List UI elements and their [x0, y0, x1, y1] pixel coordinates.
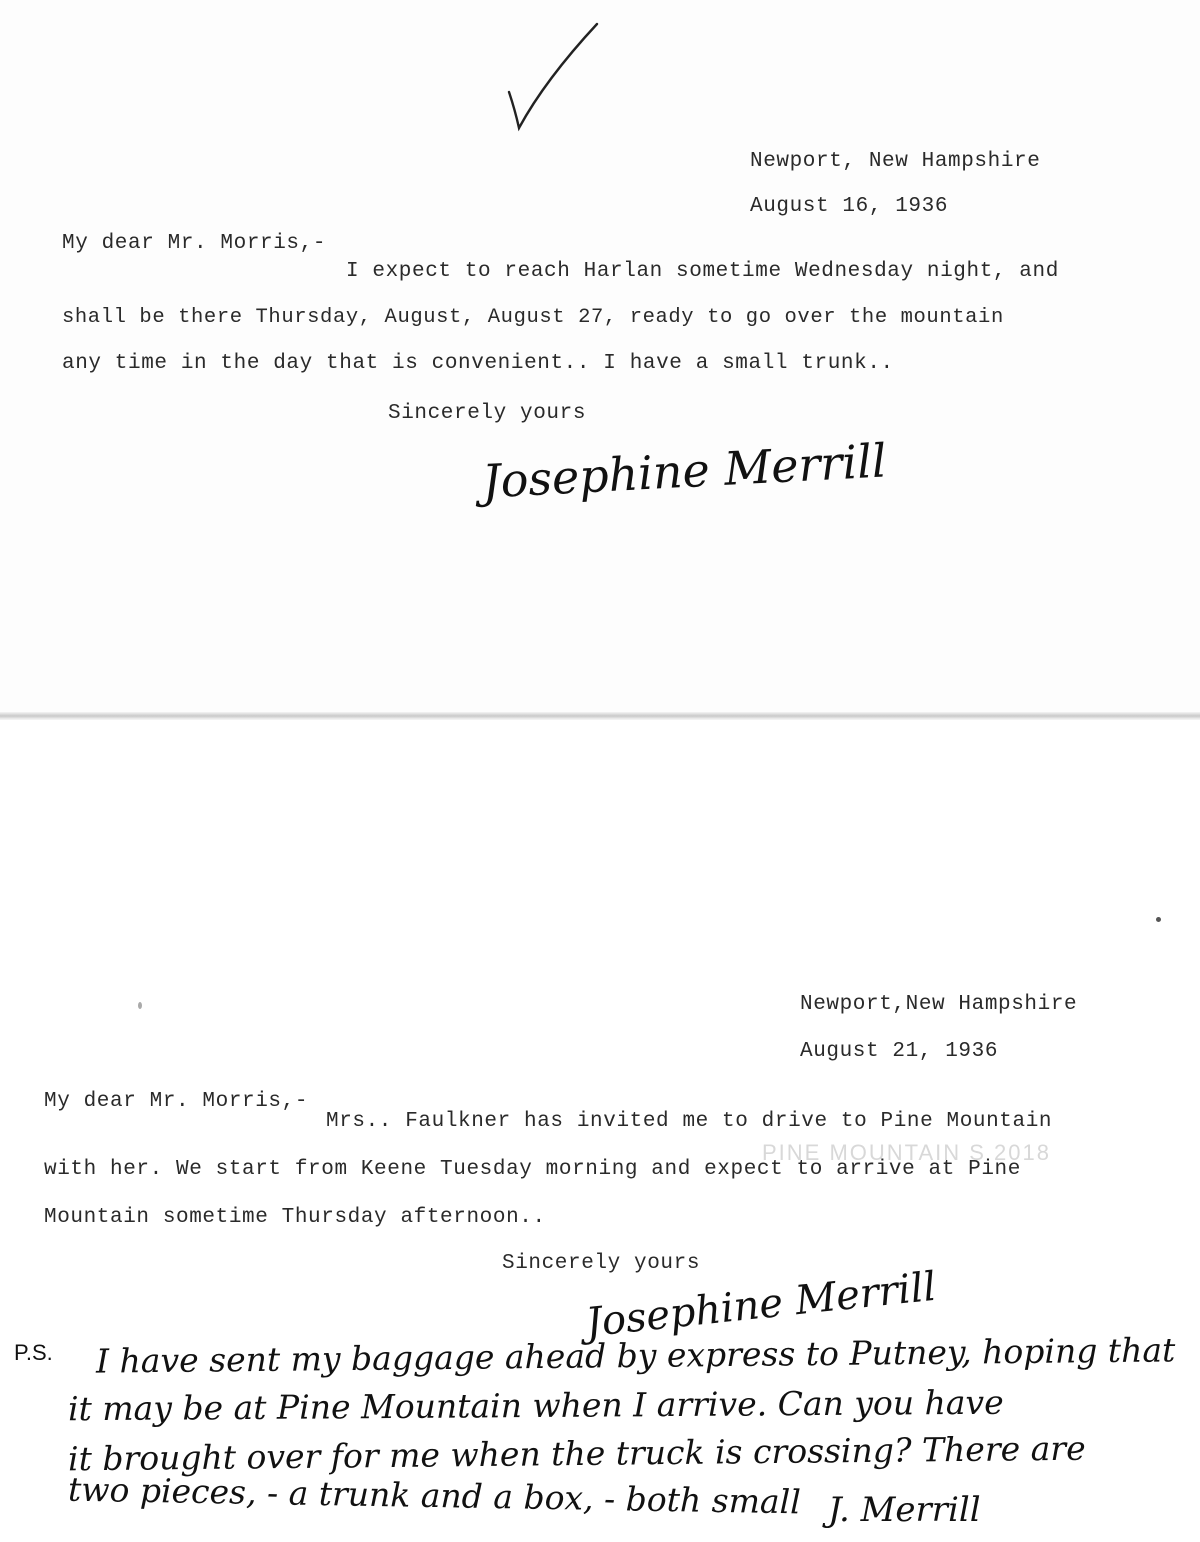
letter-2-body-line: Mountain sometime Thursday afternoon.. — [44, 1206, 546, 1229]
ps-signature: J. Merrill — [828, 1490, 981, 1530]
ink-speck — [138, 1002, 142, 1009]
letter-2-body-line: Mrs.. Faulkner has invited me to drive to Pine Mountain — [326, 1110, 1053, 1133]
ps-label: P.S. — [14, 1340, 53, 1365]
letter-1-place: Newport, New Hampshire — [750, 150, 1041, 173]
ps-line: it may be at Pine Mountain when I arrive. Can you have — [67, 1382, 1004, 1429]
letter-1-body-line: I expect to reach Harlan sometime Wednesday night, and — [346, 260, 1059, 283]
letter-1-body-line: any time in the day that is convenient.. I have a small trunk.. — [62, 352, 894, 375]
ink-speck — [1156, 917, 1161, 922]
letter-2-date: August 21, 1936 — [800, 1040, 999, 1063]
letter-1-salutation: My dear Mr. Morris,- — [62, 232, 327, 255]
letter-1-date: August 16, 1936 — [750, 195, 949, 218]
letter-2-signature: Josephine Merrill — [583, 1263, 939, 1347]
ps-line: I have sent my baggage ahead by express to Putney, hoping that — [95, 1330, 1176, 1381]
letter-2-body-line: with her. We start from Keene Tuesday morning and expect to arrive at Pine — [44, 1158, 1021, 1181]
letter-1-signature: Josephine Merrill — [480, 433, 888, 509]
ps-line: it brought over for me when the truck is crossing? There are — [67, 1428, 1086, 1479]
letter-2-closing: Sincerely yours — [502, 1252, 701, 1275]
letter-1-sheet — [0, 0, 1200, 716]
watermark: PINE MOUNTAIN S 2018 — [762, 1140, 1051, 1165]
letter-2-place: Newport,New Hampshire — [800, 993, 1078, 1016]
letter-1-body-line: shall be there Thursday, August, August 27, ready to go over the mountain — [62, 306, 1004, 329]
ps-line: two pieces, - a trunk and a box, - both small — [67, 1469, 802, 1522]
letter-1-closing: Sincerely yours — [388, 402, 587, 425]
check-mark-icon — [505, 20, 605, 135]
letter-2-salutation: My dear Mr. Morris,- — [44, 1090, 309, 1113]
